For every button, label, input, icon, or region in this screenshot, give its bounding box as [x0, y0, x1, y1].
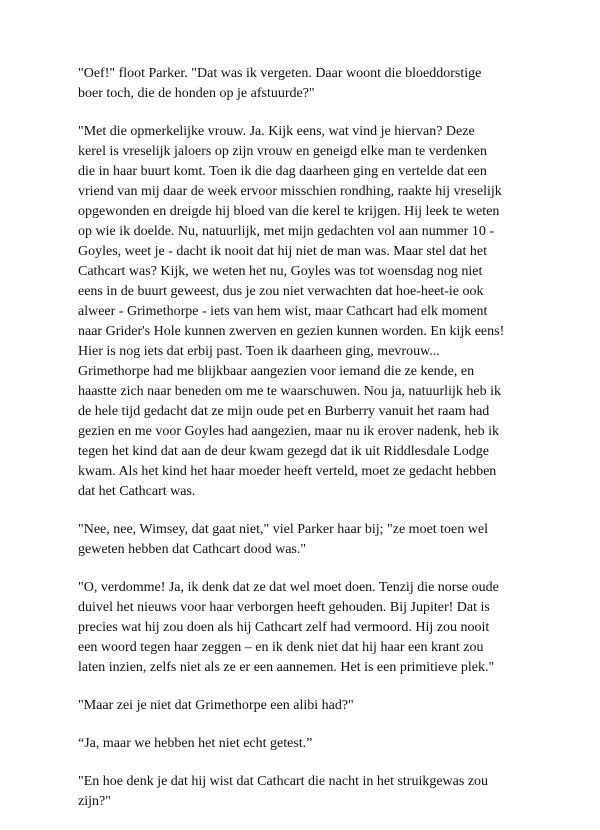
text-line: kerel is vreselijk jaloers op zijn vrouw en geneigd elke man te verdenken — [78, 144, 487, 159]
text-line: duivel het nieuws voor haar verborgen heeft gehouden. Bij Jupiter! Dat is — [78, 600, 490, 615]
text-line: "Nee, nee, Wimsey, dat gaat niet," viel Parker haar bij; "ze moet toen wel — [78, 522, 488, 537]
text-line: "Maar zei je niet dat Grimethorpe een alibi had?" — [78, 698, 354, 713]
text-line: Goyles, weet je - dacht ik nooit dat hij niet de man was. Maar stel dat het — [78, 244, 487, 259]
text-line: haastte zich naar beneden om me te waarschuwen. Nou ja, natuurlijk heb ik — [78, 384, 501, 399]
text-line: die in haar buurt komt. Toen ik die dag daarheen ging en vertelde dat een — [78, 164, 487, 179]
text-line: een woord tegen haar zeggen – en ik denk niet dat hij haar een krant zou — [78, 640, 484, 655]
text-line: tegen het kind dat aan de deur kwam gezegd dat ik uit Riddlesdale Lodge — [78, 444, 489, 459]
text-line: alweer - Grimethorpe - iets van hem wist, maar Cathcart had elk moment — [78, 304, 488, 319]
text-line: precies wat hij zou doen als hij Cathcart zelf had vermoord. Hij zou nooit — [78, 620, 490, 635]
text-line: "Met die opmerkelijke vrouw. Ja. Kijk eens, wat vind je hiervan? Deze — [78, 124, 475, 139]
paragraph-7 — [78, 772, 558, 812]
paragraph-3 — [78, 520, 558, 560]
text-line: geweten hebben dat Cathcart dood was." — [78, 542, 307, 557]
text-line: Grimethorpe had me blijkbaar aangezien voor iemand die ze kende, en — [78, 364, 475, 379]
text-line: "Oef!" floot Parker. "Dat was ik vergeten. Daar woont die bloeddorstige — [78, 66, 482, 81]
paragraph-2 — [78, 122, 558, 502]
text-line: zijn?" — [78, 794, 111, 809]
text-line: “Ja, maar we hebben het niet echt getest.” — [78, 736, 313, 751]
text-line: boer toch, die de honden op je afstuurde?" — [78, 86, 315, 101]
text-line: dat het Cathcart was. — [78, 484, 196, 499]
text-line: eens in de buurt geweest, dus je zou niet verwachten dat hoe-heet-ie ook — [78, 284, 484, 299]
text-line: op wie ik doelde. Nu, natuurlijk, met mijn gedachten vol aan nummer 10 - — [78, 224, 495, 239]
paragraph-4 — [78, 578, 558, 678]
paragraph-6 — [78, 734, 558, 754]
text-line: de hele tijd gedacht dat ze mijn oude pet en Burberry vanuit het raam had — [78, 404, 490, 419]
paragraph-1 — [78, 64, 558, 104]
text-line: kwam. Als het kind het haar moeder heeft verteld, moet ze gedacht hebben — [78, 464, 497, 479]
text-line: vriend van mij daar de week ervoor misschien rondhing, raakte hij vreselijk — [78, 184, 502, 199]
text-line: laten inzien, zelfs niet als ze er een aannemen. Het is een primitieve plek." — [78, 660, 495, 675]
text-line: "En hoe denk je dat hij wist dat Cathcart die nacht in het struikgewas zou — [78, 774, 489, 789]
text-body — [78, 64, 558, 830]
text-line: gezien en me voor Goyles had aangezien, maar nu ik erover nadenk, heb ik — [78, 424, 499, 439]
text-line: "O, verdomme! Ja, ik denk dat ze dat wel moet doen. Tenzij die norse oude — [78, 580, 499, 595]
text-line: naar Grider's Hole kunnen zwerven en gezien kunnen worden. En kijk eens! — [78, 324, 505, 339]
text-line: opgewonden en dreigde hij bloed van die kerel te krijgen. Hij leek te weten — [78, 204, 500, 219]
text-line: Hier is nog iets dat erbij past. Toen ik daarheen ging, mevrouw... — [78, 344, 440, 359]
text-line: Cathcart was? Kijk, we weten het nu, Goyles was tot woensdag nog niet — [78, 264, 483, 279]
paragraph-5 — [78, 696, 558, 716]
